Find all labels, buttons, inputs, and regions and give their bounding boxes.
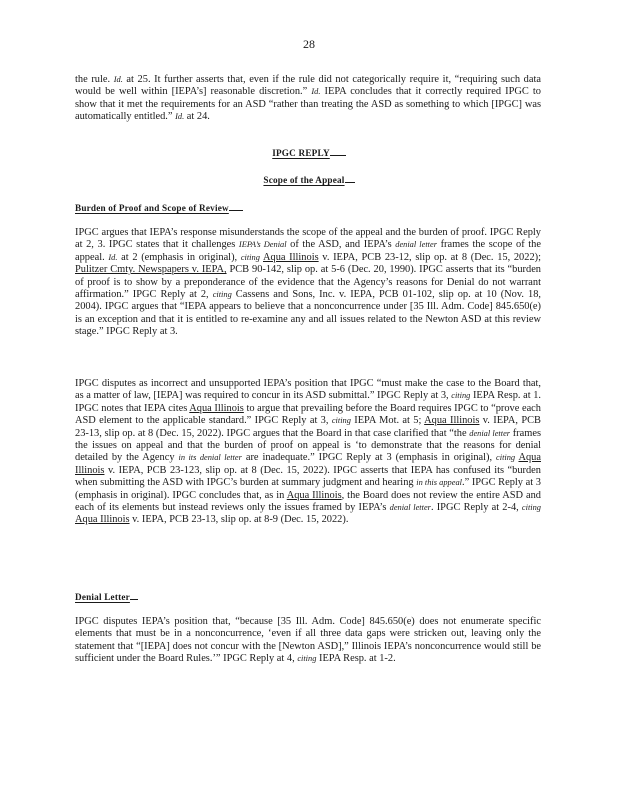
paragraph-rule-discussion: the rule. Id. at 25. It further asserts that, even if the rule did not categorically require it, “requiring such data would be well within [IEPA’s] reasonable discretion.” Id. IEPA concludes that it correctly required IPGC to show that it met the requirements for an ASD “rather than treating the ASD as something to which [IPGC] was automatically entitled.” Id. at 24.: [75, 74, 541, 123]
heading-burden-of-proof: Burden of Proof and Scope of Review: [75, 201, 243, 213]
paragraph-ipgc-disputes: IPGC disputes as incorrect and unsupported IEPA’s position that IPGC “must make the case to the Board that, as a matter of law, [IEPA] was required to concur in its ASD submittal.” IPGC Reply at 3, citing IEPA Resp. at 1. IPGC notes that IEPA cites Aqua Illinois to argue that prevailing before the Board requires IPGC to “prove each ASD element to the applicable standard.” IPGC Reply at 3, citing IEPA Mot. at 5; Aqua Illinois v. IEPA, PCB 23-13, slip op. at 8 (Dec. 15, 2022). IPGC argues that the Board in that case clarified that “the denial letter frames the issues on appeal and that the burden of proof on appeal is ‘to demonstrate that the reasons for denial detailed by the Agency in its denial letter are inadequate.” IPGC Reply at 3 (emphasis in original), citing Aqua Illinois v. IEPA, PCB 23-123, slip op. at 8 (Dec. 15, 2022). IPGC asserts that IEPA has confused its “burden when submitting the ASD with IPGC’s burden at summary judgment and hearing in this appeal.” IPGC Reply at 3 (emphasis in original). IPGC concludes that, as in Aqua Illinois, the Board does not review the entire ASD and each of its elements but instead reviews only the issues framed by IEPA’s denial letter. IPGC Reply at 2-4, citing Aqua Illinois v. IEPA, PCB 23-13, slip op. at 8-9 (Dec. 15, 2022).: [75, 378, 542, 526]
paragraph-burden-of-proof: IPGC argues that IEPA’s response misunderstands the scope of the appeal and the burden of proof. IPGC Reply at 2, 3. IPGC states that it challenges IEPA’s Denial of the ASD, and IEPA’s denial letter frames the scope of the appeal. Id. at 2 (emphasis in original), citing Aqua Illinois v. IEPA, PCB 23-12, slip op. at 8 (Dec. 15, 2022); Pulitzer Cmty. Newspapers v. IEPA, PCB 90-142, slip op. at 5-6 (Dec. 20, 1990). IPGC asserts that its “burden of proof is to show by a preponderance of the evidence that the Agency’s reasons for Denial do not warrant affirmation.” IPGC Reply at 2, citing Cassens and Sons, Inc. v. IEPA, PCB 01-102, slip op. at 10 (Nov. 18, 2004). IPGC argues that “IEPA appears to believe that a nonconcurrence under [35 Ill. Adm. Code] 845.650(e) is an exception and that it is entitled to re-examine any and all issues related to the Newton ASD at this review stage.” IPGC Reply at 3.: [75, 227, 541, 338]
heading-denial-letter: Denial Letter: [75, 590, 138, 602]
page-number: 28: [303, 37, 315, 51]
paragraph-denial-letter: IPGC disputes IEPA’s position that, “because [35 Ill. Adm. Code] 845.650(e) does not enumerate specific elements that must be in a nonconcurrence, ‘even if all three data gaps were stricken out, leaving only the statement that “[IEPA] does not concur with the [Newton ASD],” Illinois IEPA’s nonconcurrence would still be sufficient under the Board Rules.’” IPGC Reply at 4, citing IEPA Resp. at 1-2.: [75, 616, 541, 665]
heading-ipgc-reply: IPGC REPLY: [0, 146, 618, 158]
heading-scope-of-the-appeal: Scope of the Appeal: [0, 173, 618, 185]
